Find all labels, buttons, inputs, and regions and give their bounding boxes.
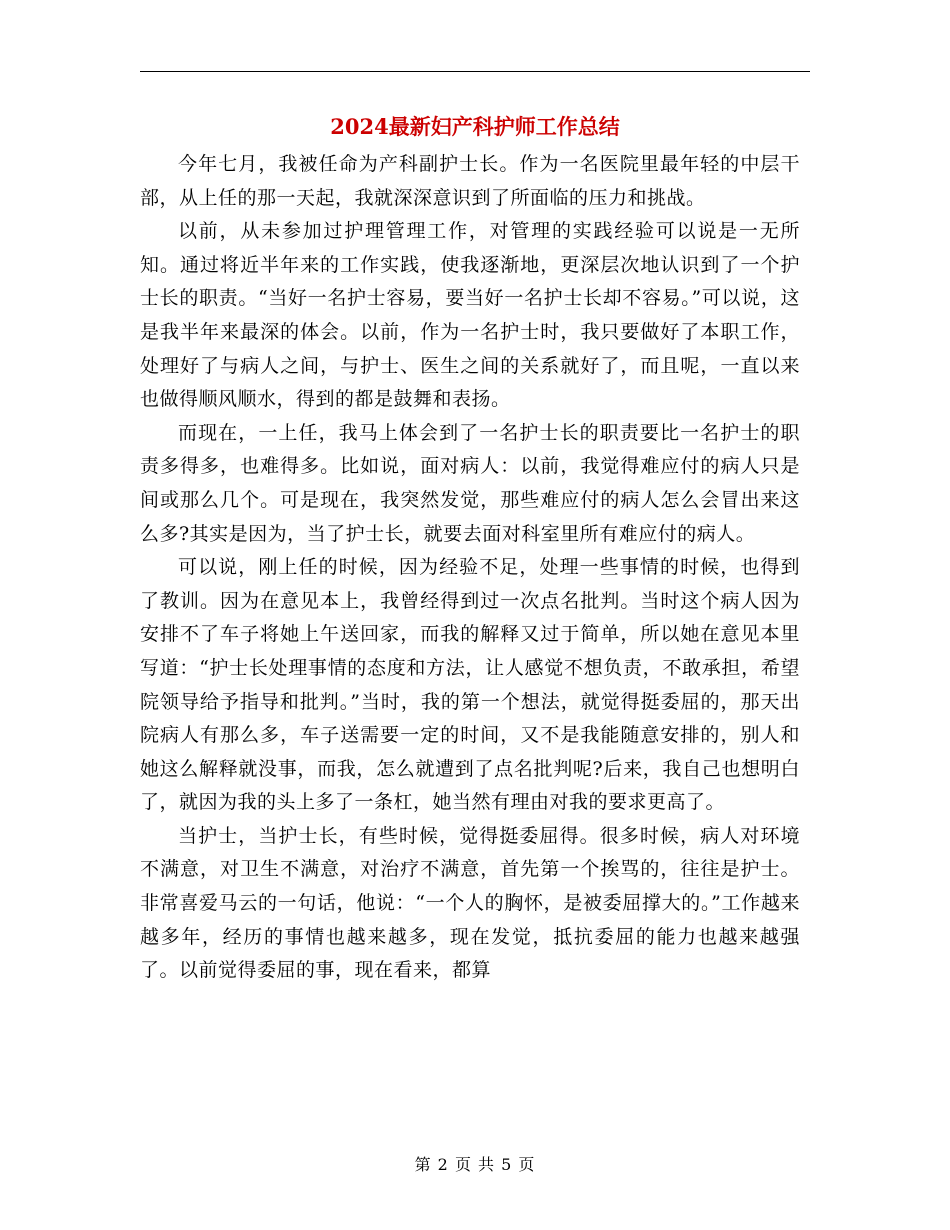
paragraph-1: 今年七月，我被任命为产科副护士长。作为一名医院里最年轻的中层干部，从上任的那一天起，我就深深意识到了所面临的压力和挑战。	[140, 153, 800, 209]
header-rule	[140, 71, 810, 72]
document-title: 2024最新妇产科护师工作总结	[330, 114, 620, 139]
paragraph-3: 而现在，一上任，我马上体会到了一名护士长的职责要比一名护士的职责多得多，也难得多。比如说，面对病人：以前，我觉得难应付的病人只是间或那么几个。可是现在，我突然发觉，那些难应付的病人怎么会冒出来这么多?其实是因为，当了护士长，就要去面对科室里所有难应付的病人。	[140, 421, 800, 545]
paragraph-4: 可以说，刚上任的时候，因为经验不足，处理一些事情的时候，也得到了教训。因为在意见本上，我曾经得到过一次点名批判。当时这个病人因为安排不了车子将她上午送回家，而我的解释又过于简单，所以她在意见本里写道：“护士长处理事情的态度和方法，让人感觉不想负责，不敢承担，希望院领导给予指导和批判。”当时，我的第一个想法，就觉得挺委屈的，那天出院病人有那么多，车子送需要一定的时间，又不是我能随意安排的，别人和她这么解释就没事，而我，怎么就遭到了点名批判呢?后来，我自己也想明白了，就因为我的头上多了一条杠，她当然有理由对我的要求更高了。	[140, 556, 800, 814]
paragraph-2: 以前，从未参加过护理管理工作，对管理的实践经验可以说是一无所知。通过将近半年来的工作实践，使我逐渐地，更深层次地认识到了一个护士长的职责。“当好一名护士容易，要当好一名护士长却不容易。”可以说，这是我半年来最深的体会。以前，作为一名护士时，我只要做好了本职工作，处理好了与病人之间，与护士、医生之间的关系就好了，而且呢，一直以来也做得顺风顺水，得到的都是鼓舞和表扬。	[140, 220, 800, 411]
page-number-footer: 第 2 页 共 5 页	[414, 1155, 536, 1174]
paragraph-5: 当护士，当护士长，有些时候，觉得挺委屈得。很多时候，病人对环境不满意，对卫生不满意，对治疗不满意，首先第一个挨骂的，往往是护士。非常喜爱马云的一句话，他说：“一个人的胸怀，是被委屈撑大的。”工作越来越多年，经历的事情也越来越多，现在发觉，抵抗委屈的能力也越来越强了。以前觉得委屈的事，现在看来，都算	[140, 824, 800, 982]
document-body	[140, 148, 800, 988]
